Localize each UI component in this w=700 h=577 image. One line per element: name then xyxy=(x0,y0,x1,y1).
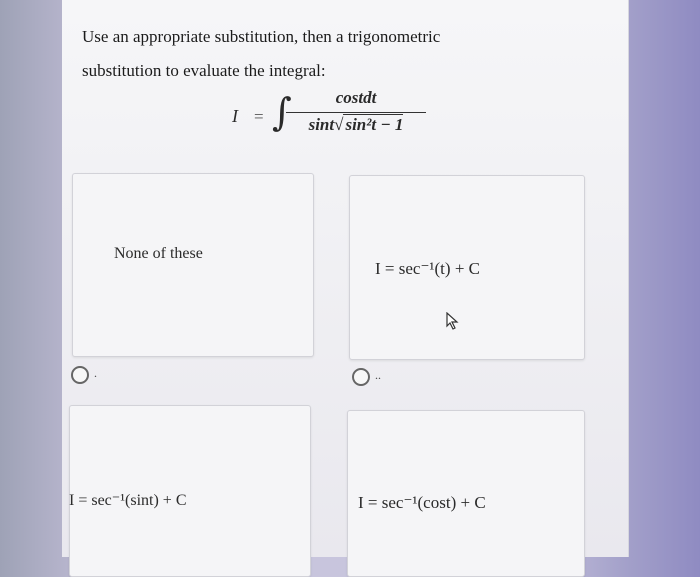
option-c-label: I = sec⁻¹(sint) + C xyxy=(69,492,187,509)
integral-sign-icon: ∫ xyxy=(272,90,292,134)
option-a-radio[interactable] xyxy=(71,366,89,384)
radical-icon: √ xyxy=(334,115,344,134)
option-card-c[interactable] xyxy=(69,405,311,577)
integral-expression xyxy=(232,86,482,158)
option-d-label: I = sec⁻¹(cost) + C xyxy=(358,493,486,512)
option-a-marker: . xyxy=(94,366,97,380)
option-card-b[interactable] xyxy=(349,175,585,360)
mouse-pointer-icon xyxy=(445,312,459,330)
question-line-1: Use an appropriate substitution, then a trigonometric xyxy=(82,27,441,46)
integral-fraction xyxy=(286,88,426,135)
integral-denominator xyxy=(286,113,426,135)
question-text xyxy=(82,20,602,88)
integral-equals: = xyxy=(254,107,264,126)
option-b-marker: .. xyxy=(375,368,381,382)
option-card-d[interactable] xyxy=(347,410,585,577)
option-a-label: None of these xyxy=(114,245,203,262)
question-line-2: substitution to evaluate the integral: xyxy=(82,61,326,80)
integral-lhs: I xyxy=(232,106,238,126)
option-card-a[interactable] xyxy=(72,173,314,357)
option-b-label: I = sec⁻¹(t) + C xyxy=(375,259,480,278)
radicand: sin²t − 1 xyxy=(345,115,404,134)
quiz-sheet xyxy=(62,0,629,557)
denominator-sint: sint xyxy=(308,115,335,134)
option-b-radio[interactable] xyxy=(352,368,370,386)
integral-numerator: costdt xyxy=(286,88,426,113)
